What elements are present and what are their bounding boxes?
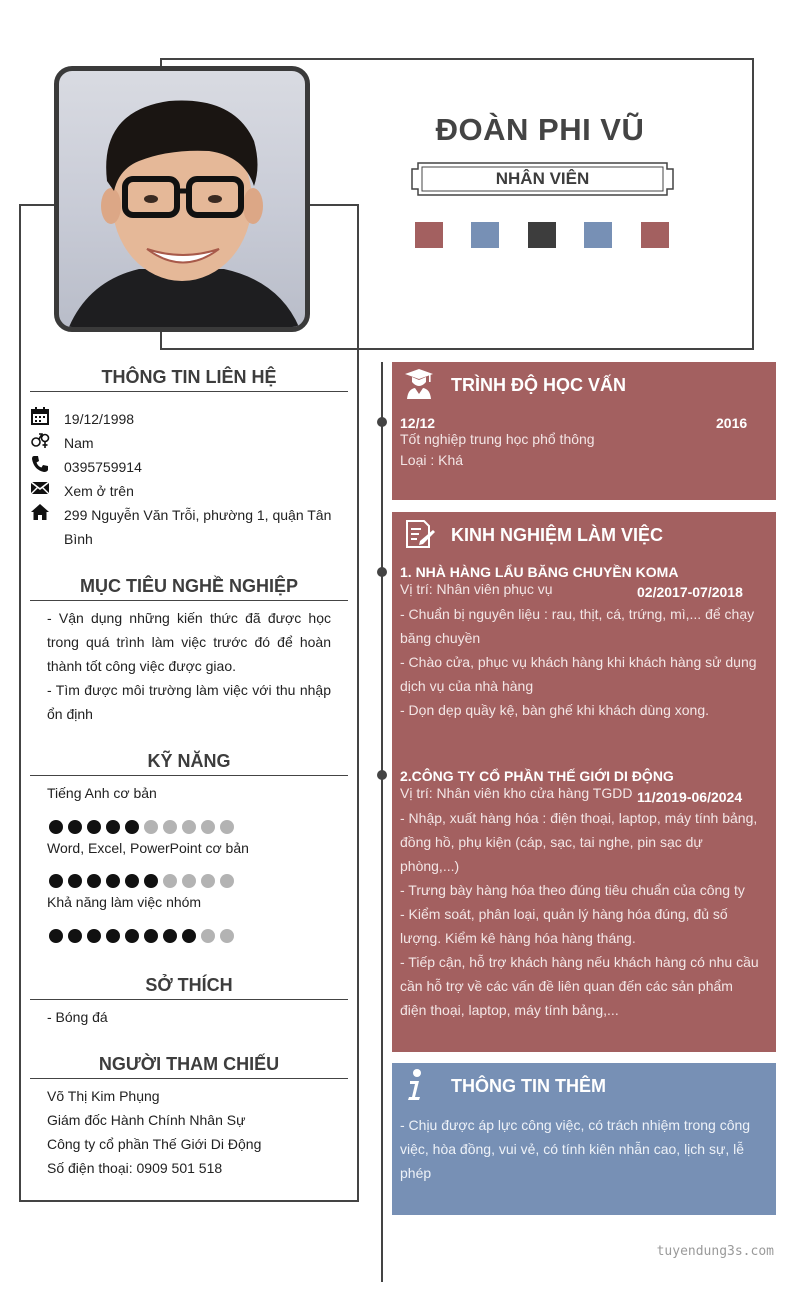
hobbies-divider <box>30 999 348 1000</box>
skill-dot-empty <box>220 929 234 943</box>
role-banner <box>410 160 675 198</box>
profile-photo <box>54 66 310 332</box>
skill-dot-filled <box>68 820 82 834</box>
skill-dot-filled <box>49 820 63 834</box>
objective-title: MỤC TIÊU NGHỀ NGHIỆP <box>79 576 298 596</box>
reference-position: Giám đốc Hành Chính Nhân Sự <box>47 1112 246 1128</box>
skill-dot-empty <box>201 874 215 888</box>
skill-dot-filled <box>68 929 82 943</box>
contact-divider <box>30 391 348 392</box>
graduate-icon <box>404 368 434 400</box>
skill-dot-empty <box>220 874 234 888</box>
skill-dot-filled <box>144 874 158 888</box>
skills-divider <box>30 775 348 776</box>
job-duty: - Kiểm soát, phân loại, quản lý hàng hóa đúng, đủ số lượng. Kiểm kê hàng hóa hàng tháng. <box>400 906 728 946</box>
gender-value: Nam <box>64 435 94 451</box>
objective-divider <box>30 600 348 601</box>
skill-dot-filled <box>87 820 101 834</box>
timeline-dot <box>377 417 387 427</box>
skill-dot-empty <box>163 874 177 888</box>
color-square <box>471 222 499 248</box>
skill-dot-filled <box>68 874 82 888</box>
objective-line-2: - Tìm được môi trường làm việc với thu nhập ổn định <box>47 682 331 722</box>
job-position: Vị trí: Nhân viên phục vụ <box>400 581 553 597</box>
job-duty: - Trưng bày hàng hóa theo đúng tiêu chuẩn của công ty <box>400 882 745 898</box>
skill-dot-filled <box>125 820 139 834</box>
job-position: Vị trí: Nhân viên kho cửa hàng TGDD <box>400 785 633 801</box>
objective-line-1: - Vận dụng những kiến thức đã được học trong quá trình làm việc trước đó để hoàn thành tốt công việc được giao. <box>47 610 331 674</box>
skill-rating-office <box>49 874 234 888</box>
skill-rating-english <box>49 820 234 834</box>
role-title: NHÂN VIÊN <box>495 169 590 188</box>
job-company: 1. NHÀ HÀNG LẨU BĂNG CHUYỀN KOMA <box>400 564 679 580</box>
skill-name: Word, Excel, PowerPoint cơ bản <box>47 840 249 856</box>
color-square <box>415 222 443 248</box>
color-square <box>528 222 556 248</box>
skill-dot-filled <box>106 820 120 834</box>
email-value: Xem ở trên <box>64 483 134 499</box>
reference-company: Công ty cổ phần Thế Giới Di Động <box>47 1136 262 1152</box>
job-period: 02/2017-07/2018 <box>637 584 743 600</box>
skill-rating-teamwork <box>49 929 234 943</box>
skill-dot-filled <box>106 874 120 888</box>
reference-phone: Số điện thoại: 0909 501 518 <box>47 1160 223 1176</box>
calendar-icon <box>30 406 50 426</box>
education-line: Tốt nghiệp trung học phổ thông <box>400 431 595 447</box>
skill-dot-empty <box>163 820 177 834</box>
job-duty: - Dọn dẹp quầy kệ, bàn ghế khi khách dùng xong. <box>400 702 709 718</box>
timeline-dot <box>377 770 387 780</box>
skill-dot-empty <box>182 820 196 834</box>
experience-title: KINH NGHIỆM LÀM VIỆC <box>451 525 664 545</box>
home-icon <box>30 502 50 522</box>
skill-dot-filled <box>106 929 120 943</box>
skill-dot-filled <box>49 874 63 888</box>
education-year: 2016 <box>716 415 748 431</box>
phone-icon <box>30 454 50 474</box>
hobby-item: - Bóng đá <box>47 1009 108 1025</box>
skills-title: KỸ NĂNG <box>147 751 231 771</box>
gender-icon <box>30 430 50 450</box>
references-title: NGƯỜI THAM CHIẾU <box>98 1054 280 1074</box>
references-divider <box>30 1078 348 1079</box>
skill-dot-filled <box>87 874 101 888</box>
phone-value[interactable]: 0395759914 <box>64 459 142 475</box>
dob-value: 19/12/1998 <box>64 411 135 427</box>
education-grade: 12/12 <box>400 415 436 431</box>
education-line: Loại : Khá <box>400 452 464 468</box>
skill-dot-filled <box>49 929 63 943</box>
candidate-name: ĐOÀN PHI VŨ <box>435 112 645 147</box>
portrait-illustration <box>59 71 305 327</box>
skill-name: Tiếng Anh cơ bản <box>47 785 157 801</box>
job-duty: - Chuẩn bị nguyên liệu : rau, thịt, cá, trứng, mì,... để chạy băng chuyền <box>400 606 755 646</box>
job-period: 11/2019-06/2024 <box>637 789 743 805</box>
extra-info-text: - Chịu được áp lực công việc, có trách nhiệm trong công việc, hòa đồng, vui vẻ, có tính kiên nhẫn cao, lịch sự, lễ phép <box>400 1117 751 1181</box>
extra-info-title: THÔNG TIN THÊM <box>451 1076 606 1096</box>
info-icon <box>405 1068 425 1102</box>
job-duty: - Chào cửa, phục vụ khách hàng khi khách hàng sử dụng dịch vụ của nhà hàng <box>400 654 757 694</box>
timeline-dot <box>377 567 387 577</box>
skill-dot-filled <box>144 929 158 943</box>
watermark: tuyendung3s.com <box>656 1244 774 1259</box>
job-company: 2.CÔNG TY CỔ PHẦN THẾ GIỚI DI ĐỘNG <box>400 768 674 784</box>
education-title: TRÌNH ĐỘ HỌC VẤN <box>451 375 626 395</box>
contact-title: THÔNG TIN LIÊN HỆ <box>101 367 277 387</box>
address-value: 299 Nguyễn Văn Trỗi, phường 1, quận Tân Bình <box>64 507 332 547</box>
skill-dot-filled <box>163 929 177 943</box>
color-square <box>641 222 669 248</box>
color-square <box>584 222 612 248</box>
skill-dot-filled <box>87 929 101 943</box>
skill-dot-empty <box>201 929 215 943</box>
skill-dot-empty <box>144 820 158 834</box>
resume-edit-icon <box>404 518 436 550</box>
email-icon <box>30 478 50 498</box>
hobbies-title: SỞ THÍCH <box>145 975 233 995</box>
skill-dot-empty <box>201 820 215 834</box>
job-duty: - Nhập, xuất hàng hóa : điện thoại, laptop, máy tính bảng, đồng hồ, phụ kiện (cáp, sạc, tai nghe, pin sạc dự phòng,...) <box>400 810 758 874</box>
skill-dot-filled <box>125 874 139 888</box>
skill-dot-filled <box>182 929 196 943</box>
skill-name: Khả năng làm việc nhóm <box>47 894 202 910</box>
job-duty: - Tiếp cận, hỗ trợ khách hàng nếu khách hàng có nhu cầu cần hỗ trợ về các vấn đề liên quan đến các sản phẩm điện thoại, laptop, máy tính bảng,... <box>400 954 759 1018</box>
timeline-line <box>381 362 383 1282</box>
reference-name: Võ Thị Kim Phụng <box>47 1088 160 1104</box>
skill-dot-empty <box>220 820 234 834</box>
skill-dot-filled <box>125 929 139 943</box>
skill-dot-empty <box>182 874 196 888</box>
